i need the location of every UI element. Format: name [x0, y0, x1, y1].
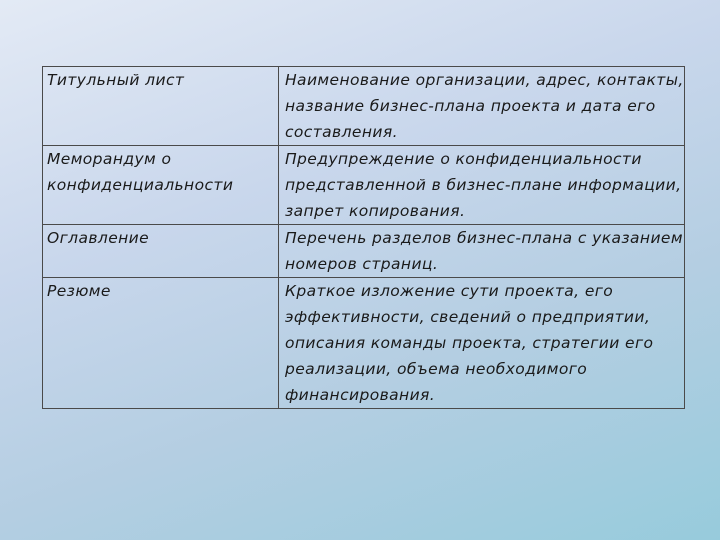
table-row [43, 225, 685, 278]
section-title-cell: Оглавление [43, 225, 279, 278]
table-row [43, 146, 685, 225]
section-description-cell: Краткое изложение сути проекта, его эффективности, сведений о предприятии, описания команды проекта, стратегии его реализации, объема необходимого финансирования. [279, 278, 685, 409]
section-description-cell: Предупреждение о конфиденциальности представленной в бизнес-плане информации, запрет копирования. [279, 146, 685, 225]
business-plan-sections-table [42, 66, 685, 409]
section-description-cell: Наименование организации, адрес, контакты, название бизнес-плана проекта и дата его составления. [279, 67, 685, 146]
table-row [43, 278, 685, 409]
section-description-cell: Перечень разделов бизнес-плана с указанием номеров страниц. [279, 225, 685, 278]
section-title-cell: Титульный лист [43, 67, 279, 146]
section-title-cell: Резюме [43, 278, 279, 409]
table-row [43, 67, 685, 146]
section-title-cell: Меморандум о конфиденциальности [43, 146, 279, 225]
